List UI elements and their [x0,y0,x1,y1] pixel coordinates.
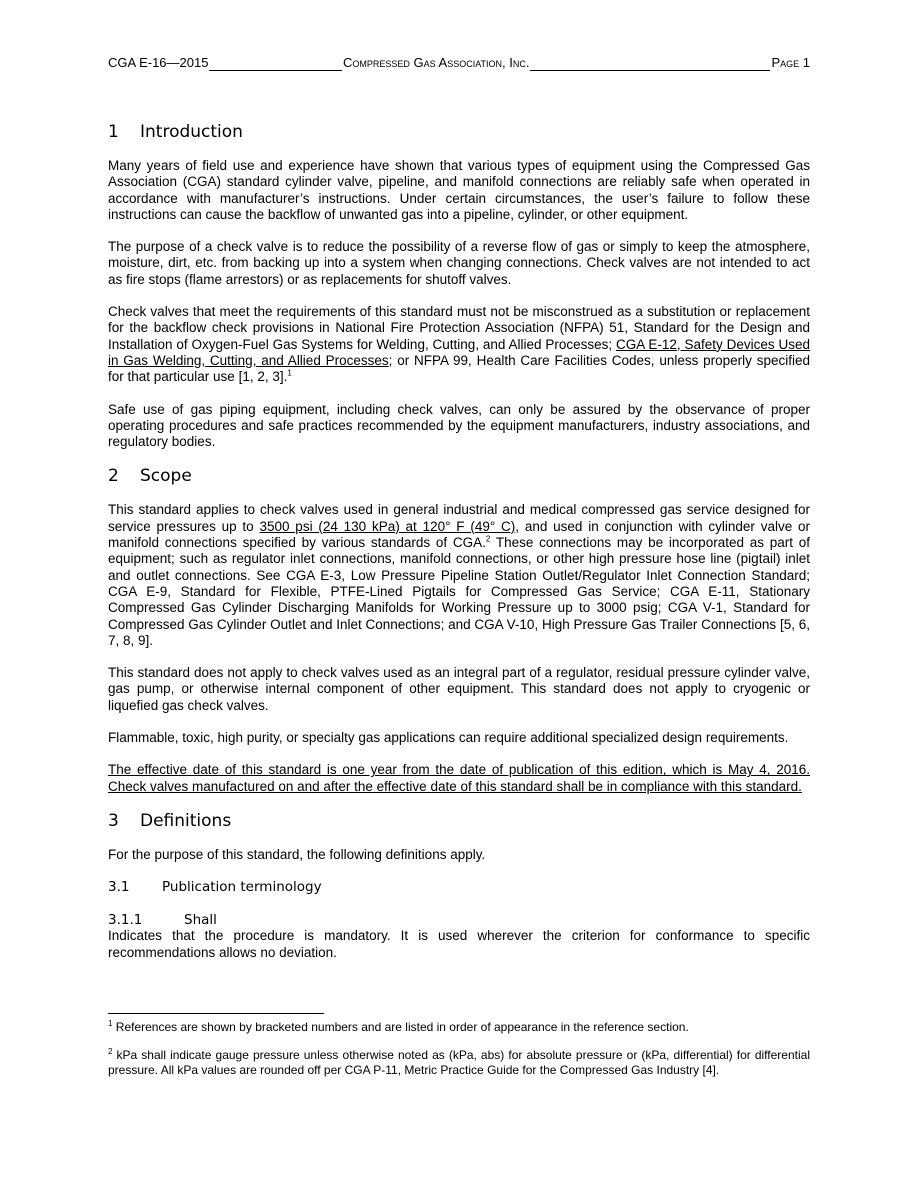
header-doc-id: CGA E-16—2015 [108,55,209,70]
subsubsection-number: 3.1.1 [108,912,143,929]
section-heading-scope [108,464,810,488]
subsubsection-heading [108,912,810,928]
section-title: Scope [140,466,192,487]
intro-p3-underlined-reference: CGA E-12, Safety Devices Used in Gas Welding, Cutting, and Allied Processes [108,336,810,368]
section-heading-introduction [108,120,810,144]
scope-paragraph-1 [108,502,810,649]
intro-paragraph-4: Safe use of gas piping equipment, including check valves, can only be assured by the observance of proper operating procedures and safe practices recommended by the equipment manufacturers, industry associations, and regulatory bodies. [108,401,810,450]
definitions-intro: For the purpose of this standard, the following definitions apply. [108,846,486,862]
header-page-number: Page 1 [771,55,810,70]
section-number: 3 [108,810,119,831]
definition-shall-text: Indicates that the procedure is mandatory. It is used wherever the criterion for conformance to specific recommendations allows no deviation. [108,928,810,960]
intro-p3-text-b: ; or NFPA 99, Health Care Facilities Codes, unless properly specified for that particular use [1, 2, 3]. [108,352,810,385]
section-title: Definitions [140,810,232,831]
footnote-text: kPa shall indicate gauge pressure unless otherwise noted as (kPa, abs) for absolute pressure or (kPa, differential) for differential pressure. All kPa values are rounded off per CGA P-11, Metric Practice Guide for the Compressed Gas Industry [4]. [108,1048,810,1077]
scope-paragraph-3: Flammable, toxic, high purity, or specialty gas applications can require additional specialized design requirements. [108,730,789,746]
subsection-heading [108,879,810,896]
intro-p3-text-a: Check valves that meet the requirements of this standard must not be misconstrued as a substitution or replacement for the backflow check provisions in National Fire Protection Association (NFPA) 51, Standard for the Design and Installation of Oxygen-Fuel Gas Systems for Welding, Cutting, and Allied Processes; [108,304,810,352]
intro-paragraph-1: Many years of field use and experience have shown that various types of equipment using the Compressed Gas Association (CGA) standard cylinder valve, pipeline, and manifold connections are reliably safe when operated in accordance with manufacturer’s instructions. Under certain circumstances, the user’s failure to follow these instructions can cause the backflow of unwanted gas into a pipeline, cylinder, or other equipment. [108,158,810,222]
scope-p1-text-c: These connections may be incorporated as part of equipment; such as regulator inlet connections, manifold connections, or other high pressure hose line (pigtail) inlet and outlet connections. See CGA E-3, Low Pressure Pipeline Station Outlet/Regulator Inlet Connection Standard; CGA E-9, Standard for Flexible, PTFE-Lined Pigtails for Compressed Gas Service; CGA E-11, Stationary Compressed Gas Cylinder Discharging Manifolds for Working Pressure up to 3000 psig; CGA V-1, Standard for Compressed Gas Cylinder Outlet and Inlet Connections; and CGA V-10, High Pressure Gas Trailer Connections [5, 6, 7, 8, 9]. [108,535,810,648]
scope-p1-text-b: , and used in conjunction with cylinder valve or manifold connections specified by various standards of CGA. [108,518,811,551]
main-content [108,120,810,977]
footnote-ref-1: 1 [287,368,292,378]
header-organization: Compressed Gas Association, Inc. [343,55,530,70]
scope-p1-underlined-pressure: 3500 psi (24 130 kPa) at 120° F (49° C) [259,518,516,534]
running-header [108,54,810,72]
footnote-mark: 1 [108,1019,113,1028]
footnote-text: References are shown by bracketed numbers and are listed in order of appearance in the reference section. [112,1020,689,1034]
footnote-ref-2: 2 [485,534,491,544]
footnote-2 [108,1048,810,1078]
intro-paragraph-2: The purpose of a check valve is to reduce the possibility of a reverse flow of gas or simply to keep the atmosphere, moisture, dirt, etc. from backing up into a system when changing connections. Check valves are not intended to act as fire stops (flame arrestors) or as replacements for shutoff valves. [108,239,810,287]
subsection-number: 3.1 [108,879,130,896]
intro-paragraph-3 [108,304,810,385]
footnote-1 [108,1020,810,1035]
scope-effective-date-text: The effective date of this standard is one year from the date of publication of this edition, which is May 4, 2016. Check valves manufactured on and after the effective date of this standard shall be in compliance with this standard. [108,762,810,794]
subsubsection-title: Shall [184,912,217,929]
scope-paragraph-2: This standard does not apply to check valves used as an integral part of a regulator, residual pressure cylinder valve, gas pump, or otherwise internal component of other equipment. This standard does not apply to cryogenic or liquefied gas check valves. [108,665,810,713]
subsection-title: Publication terminology [162,879,322,896]
section-number: 1 [108,122,119,142]
scope-paragraph-4 [108,762,810,795]
document-page [108,0,810,1188]
section-title: Introduction [140,122,243,142]
section-heading-definitions [108,809,810,833]
footnote-rule [108,1013,324,1014]
section-number: 2 [108,466,119,487]
footnote-mark: 2 [108,1047,113,1056]
scope-p1-text-a: This standard applies to check valves used in general industrial and medical compressed gas service designed for service pressures up to [108,502,810,534]
